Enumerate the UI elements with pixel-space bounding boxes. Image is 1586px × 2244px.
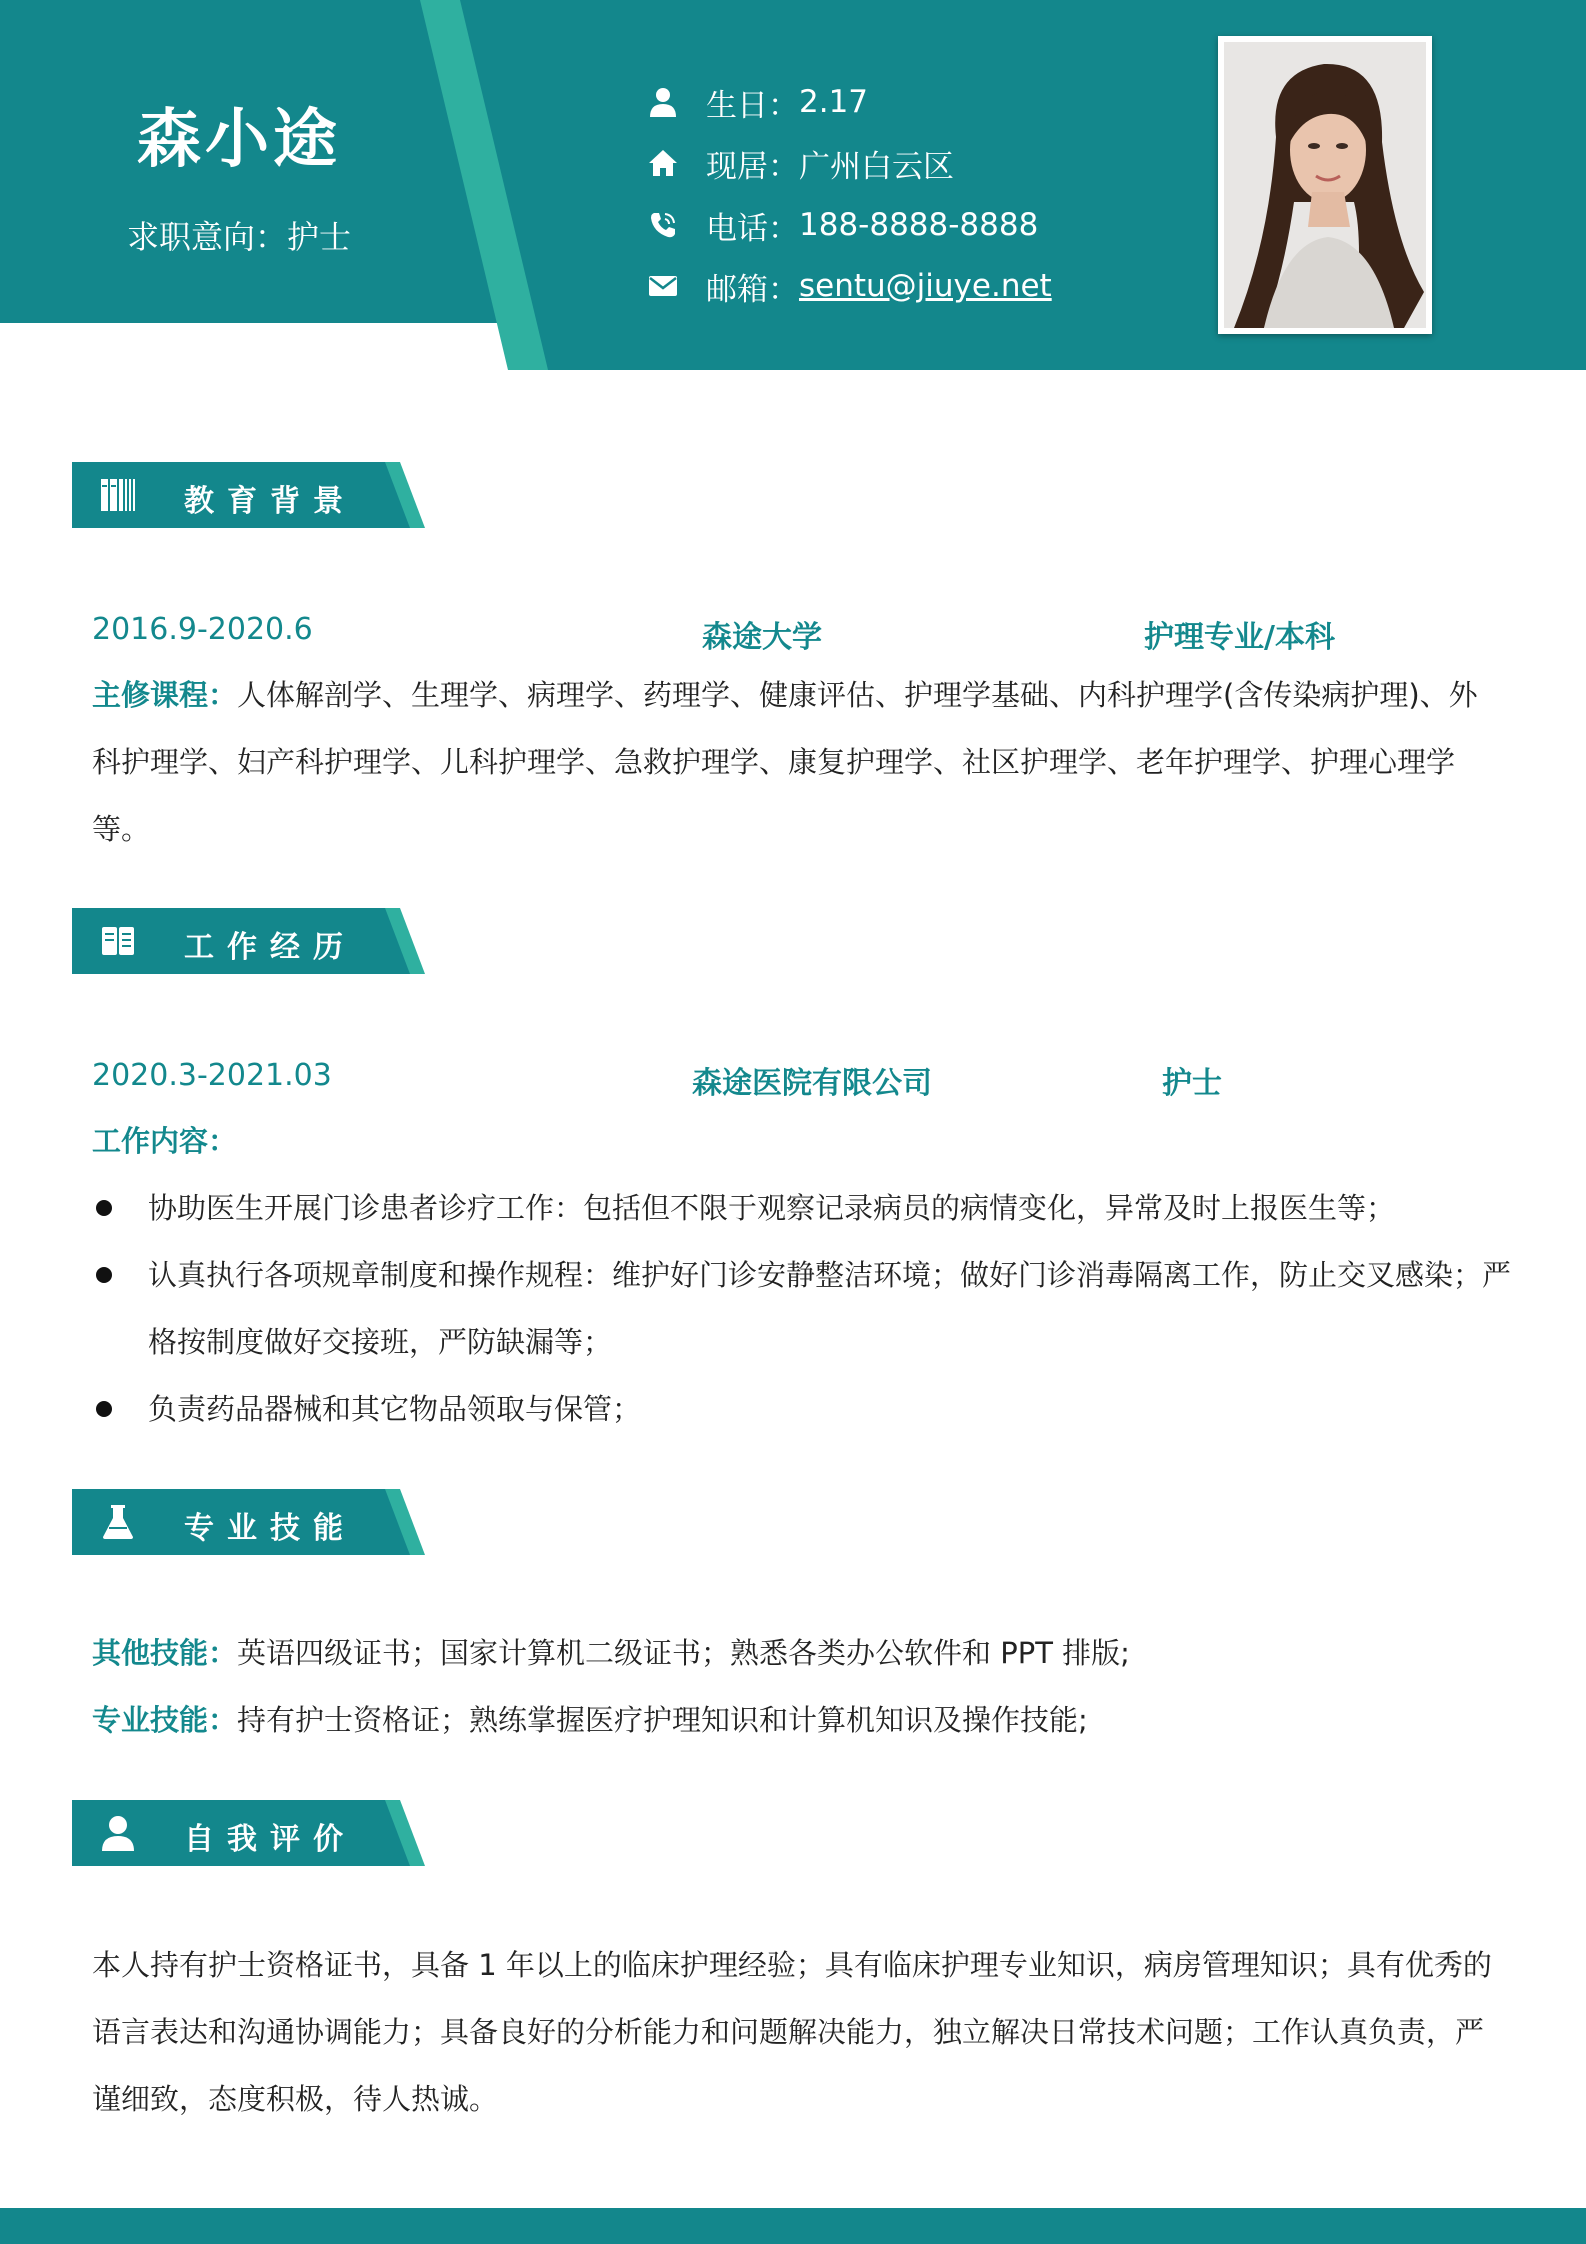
education-courses [92, 662, 1492, 863]
email-label: 邮箱： [706, 271, 799, 308]
section-title-work: 工作经历 [184, 930, 356, 965]
info-email [648, 266, 1052, 306]
education-school: 森途大学 [702, 620, 822, 655]
section-title-education: 教育背景 [184, 484, 356, 519]
section-header-education [72, 462, 425, 528]
other-skills-label: 其他技能： [92, 1636, 238, 1670]
education-period: 2016.9-2020.6 [92, 612, 313, 647]
mail-icon [648, 271, 678, 301]
work-period: 2020.3-2021.03 [92, 1058, 332, 1093]
section-header-self [72, 1800, 425, 1866]
skills-other [92, 1620, 1492, 1687]
courses-label: 主修课程： [92, 678, 238, 712]
person-icon [648, 87, 678, 117]
books-icon [100, 477, 136, 513]
flask-icon [100, 1504, 136, 1540]
info-phone [648, 205, 1038, 245]
home-icon [648, 148, 678, 178]
work-position: 护士 [1162, 1066, 1222, 1101]
duty-item: 负责药品器械和其它物品领取与保管； [92, 1376, 1512, 1443]
open-book-icon [100, 923, 136, 959]
birthday-value: 2.17 [799, 84, 869, 120]
skills-pro [92, 1687, 1492, 1754]
self-evaluation-text: 本人持有护士资格证书，具备 1 年以上的临床护理经验；具有临床护理专业知识，病房管理知识；具有优秀的语言表达和沟通协调能力；具备良好的分析能力和问题解决能力，独立解决日常技术问题；工作认真负责，严谨细致，态度积极，待人热诚。 [92, 1948, 1492, 2116]
other-skills-text: 英语四级证书；国家计算机二级证书；熟悉各类办公软件和 PPT 排版; [237, 1636, 1130, 1670]
duty-item: 认真执行各项规章制度和操作规程：维护好门诊安静整洁环境；做好门诊消毒隔离工作，防止交叉感染；严格按制度做好交接班，严防缺漏等； [92, 1242, 1512, 1376]
phone-value: 188-8888-8888 [799, 207, 1039, 243]
education-major: 护理专业/本科 [1144, 620, 1335, 655]
work-duties-list [92, 1175, 1512, 1443]
courses-text: 人体解剖学、生理学、病理学、药理学、健康评估、护理学基础、内科护理学(含传染病护理)、外科护理学、妇产科护理学、儿科护理学、急救护理学、康复护理学、社区护理学、老年护理学、护理心理学等。 [92, 678, 1478, 846]
pro-skills-label: 专业技能： [92, 1703, 238, 1737]
person-icon [100, 1815, 136, 1851]
section-title-self: 自我评价 [184, 1822, 356, 1857]
info-residence [648, 143, 954, 183]
work-company: 森途医院有限公司 [692, 1066, 932, 1101]
duty-item: 协助医生开展门诊患者诊疗工作：包括但不限于观察记录病员的病情变化，异常及时上报医生等； [92, 1175, 1512, 1242]
phone-icon [648, 210, 678, 240]
email-link[interactable]: sentu@jiuye.net [799, 268, 1052, 304]
section-title-skills: 专业技能 [184, 1511, 356, 1546]
job-intent: 求职意向：护士 [126, 218, 351, 256]
phone-label: 电话： [706, 210, 799, 247]
section-header-skills [72, 1489, 425, 1555]
profile-photo [1218, 36, 1432, 334]
footer-bar [0, 2208, 1586, 2244]
work-content-label: 工作内容： [92, 1124, 238, 1158]
candidate-name: 森小途 [137, 103, 341, 177]
section-header-work [72, 908, 425, 974]
info-birthday [648, 82, 868, 122]
residence-value: 广州白云区 [799, 148, 954, 185]
pro-skills-text: 持有护士资格证；熟练掌握医疗护理知识和计算机知识及操作技能; [237, 1703, 1088, 1737]
birthday-label: 生日： [706, 87, 799, 124]
residence-label: 现居： [706, 148, 799, 185]
work-content-label-row [92, 1108, 1492, 1175]
